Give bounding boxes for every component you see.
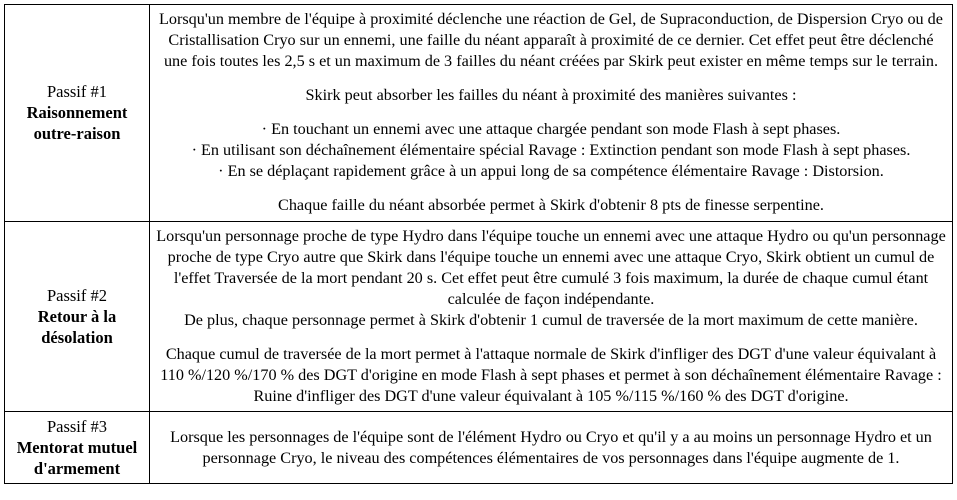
passive-description-cell: [150, 221, 953, 412]
paragraph: Chaque faille du néant absorbée permet à Skirk d'obtenir 8 pts de finesse serpentine.: [278, 196, 824, 215]
paragraph: Lorsqu'un membre de l'équipe à proximité déclenche une réaction de Gel, de Supraconduction, de Dispersion Cryo ou de Cristallisation Cryo sur un ennemi, une faille du néant apparaît à proximité de ce dernier. Cet effet peut être déclenché une fois toutes les 2,5 s et un maximum de 3 failles du néant créées par Skirk peut exister en même temps sur le terrain.: [159, 10, 943, 71]
passive-description-cell: [150, 412, 953, 484]
passive-name-cell: [5, 221, 150, 412]
passive-label: Passif #3: [46, 417, 108, 436]
table-body: [5, 5, 953, 484]
table-row: [5, 5, 953, 222]
passive-description-cell: [150, 5, 953, 222]
paragraph: Skirk peut absorber les failles du néant à proximité des manières suivantes :: [305, 86, 797, 105]
passive-title: Mentorat mutuel d'armement: [16, 438, 138, 479]
passive-label: Passif #2: [46, 285, 108, 305]
table-row: [5, 221, 953, 412]
passive-title: Retour à la désolation: [37, 306, 117, 347]
passive-title: Raisonnement outre-raison: [26, 103, 128, 144]
paragraph: · En utilisant son déchaînement élémentaire spécial Ravage : Extinction pendant son mode Flash à sept phases.: [191, 141, 911, 160]
table-row: [5, 412, 953, 484]
paragraph: Lorsqu'un personnage proche de type Hydro dans l'équipe touche un ennemi avec une attaque Hydro ou qu'un personnage proche de type Cryo autre que Skirk dans l'équipe touche un ennemi avec une attaque Cryo, Skirk obtient un cumul de l'effet Traversée de la mort pendant 20 s. Cet effet peut être cumulé 3 fois maximum, la durée de chaque cumul étant calculée de façon indépendante.: [156, 226, 946, 308]
passive-label: Passif #1: [46, 82, 108, 102]
paragraph: · En se déplaçant rapidement grâce à un appui long de sa compétence élémentaire Ravage : Distorsion.: [218, 162, 884, 181]
passive-name-cell: [5, 412, 150, 484]
paragraph: Lorsque les personnages de l'équipe sont de l'élément Hydro ou Cryo et qu'il y a au moins un personnage Hydro et un personnage Cryo, le niveau des compétences élémentaires de vos personnages dans l'équipe augmente de 1.: [170, 427, 932, 467]
paragraph: Chaque cumul de traversée de la mort permet à l'attaque normale de Skirk d'infliger des DGT d'une valeur équivalant à 110 %/120 %/170 % des DGT d'origine en mode Flash à sept phases et permet à son déchaînement élémentaire Ravage : Ruine d'infliger des DGT d'une valeur équivalant à 105 %/115 %/160 % des DGT d'origine.: [160, 344, 942, 405]
passive-name-cell: [5, 5, 150, 222]
paragraph: · En touchant un ennemi avec une attaque chargée pendant son mode Flash à sept phases.: [261, 120, 841, 139]
paragraph: De plus, chaque personnage permet à Skirk d'obtenir 1 cumul de traversée de la mort maximum de cette manière.: [184, 310, 918, 329]
passive-talents-table: [4, 4, 953, 484]
